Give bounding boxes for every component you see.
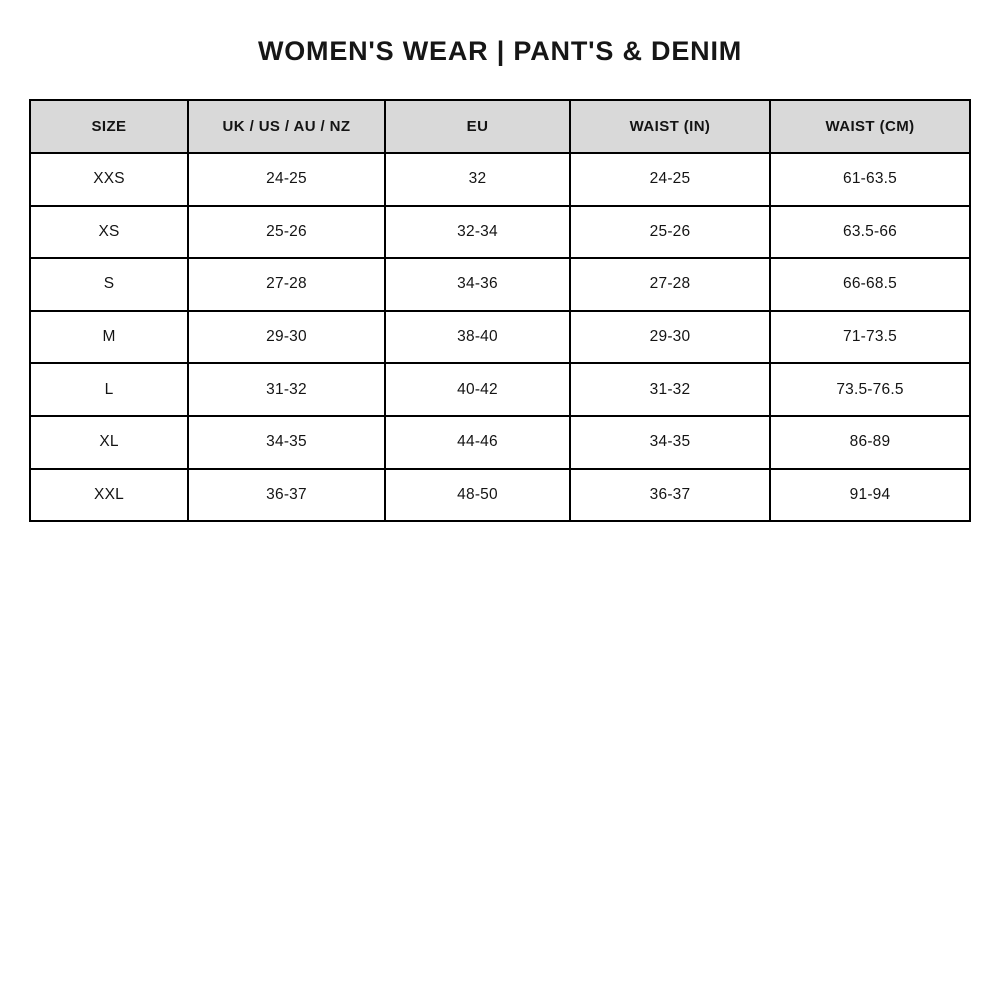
value-cell: 36-37 [188,469,385,522]
size-label-cell: XXL [30,469,188,522]
table-row-xxl [30,469,970,522]
table-body [30,153,970,521]
value-cell: 31-32 [188,363,385,416]
value-cell: 71-73.5 [770,311,970,364]
value-cell: 36-37 [570,469,770,522]
table-row-l [30,363,970,416]
table-header [30,100,970,153]
value-cell: 40-42 [385,363,570,416]
value-cell: 34-35 [188,416,385,469]
value-cell: 91-94 [770,469,970,522]
value-cell: 27-28 [188,258,385,311]
value-cell: 48-50 [385,469,570,522]
value-cell: 27-28 [570,258,770,311]
column-header-4: WAIST (CM) [770,100,970,153]
page-title: WOMEN'S WEAR | PANT'S & DENIM [257,36,743,66]
table-row-s [30,258,970,311]
value-cell: 34-35 [570,416,770,469]
value-cell: 34-36 [385,258,570,311]
value-cell: 25-26 [188,206,385,259]
value-cell: 32-34 [385,206,570,259]
value-cell: 32 [385,153,570,206]
value-cell: 24-25 [188,153,385,206]
value-cell: 24-25 [570,153,770,206]
value-cell: 86-89 [770,416,970,469]
value-cell: 38-40 [385,311,570,364]
table-row-xxs [30,153,970,206]
value-cell: 63.5-66 [770,206,970,259]
value-cell: 31-32 [570,363,770,416]
value-cell: 61-63.5 [770,153,970,206]
size-label-cell: S [30,258,188,311]
column-header-2: EU [385,100,570,153]
header-row [30,100,970,153]
value-cell: 25-26 [570,206,770,259]
table-row-xs [30,206,970,259]
table-row-xl [30,416,970,469]
size-label-cell: M [30,311,188,364]
size-label-cell: XXS [30,153,188,206]
size-label-cell: XS [30,206,188,259]
column-header-1: UK / US / AU / NZ [188,100,385,153]
value-cell: 66-68.5 [770,258,970,311]
value-cell: 29-30 [570,311,770,364]
value-cell: 44-46 [385,416,570,469]
value-cell: 29-30 [188,311,385,364]
column-header-0: SIZE [30,100,188,153]
value-cell: 73.5-76.5 [770,363,970,416]
size-chart-table [29,99,971,522]
size-label-cell: XL [30,416,188,469]
size-label-cell: L [30,363,188,416]
column-header-3: WAIST (IN) [570,100,770,153]
table-row-m [30,311,970,364]
